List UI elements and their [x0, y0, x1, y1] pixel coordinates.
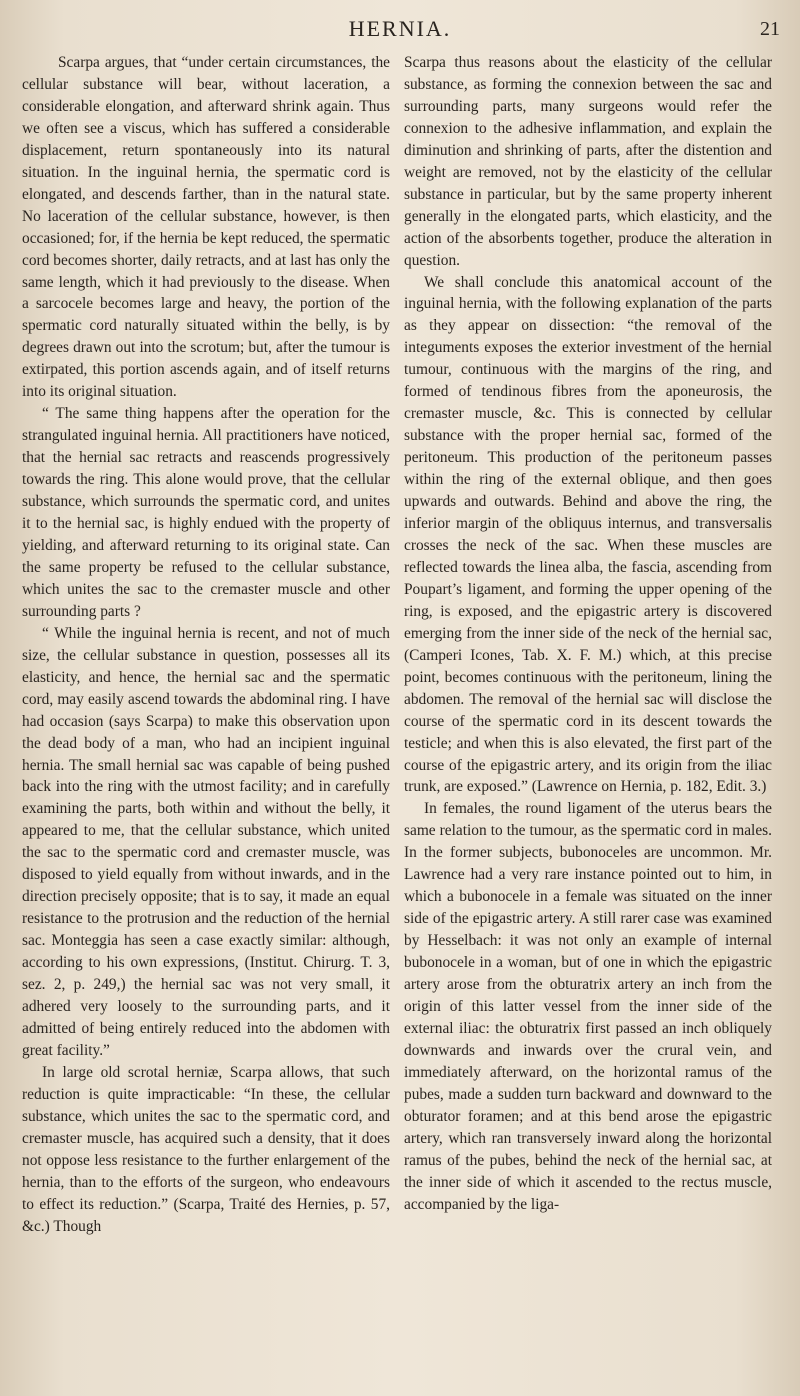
paragraph: In large old scrotal herniæ, Scarpa allows, that such reduction is quite impracticable: “In these, the cellular substance, which unites the sac to the spermatic cord, and cremaster muscle, has acquired such a density, that it does not oppose less resistance to the further enlargement of the hernia, than to the efforts of the surgeon, who endeavours to effect its reduction.” (Scarpa, Traité des Hernies, p. 57, &c.) Though — [22, 1063, 390, 1235]
paragraph: In females, the round ligament of the uterus bears the same relation to the tumour, as the spermatic cord in males. In the former subjects, bubonoceles are uncommon. Mr. Lawrence had a very rare instance pointed out to him, in which a bubonocele in a female was situated on the inner side of the epigastric artery. A still rarer case was examined by Hesselbach: it was not only an example of internal bubonocele in a woman, but of one in which the epigastric artery arose from the obturatrix artery an inch from the origin of this latter vessel from the inner side of the external iliac: the obturatrix first passed an inch obliquely downwards and inwards over the crural vein, and immediately afterward, on the horizontal ramus of the pubes, made a sudden turn backward and downward to the obturator foramen; and at this bend arose the epigastric artery, which ran transversely inward along the horizontal ramus of the pubes, behind the neck of the hernial sac, at the inner side of which it ascended to the rectus muscle, accompanied by the liga- — [404, 800, 772, 1213]
paragraph: Scarpa argues, that “under certain circumstances, the cellular substance will bear, without laceration, a considerable elongation, and afterward shrink again. Thus we often see a viscus, which has suffered a considerable displacement, return spontaneously into its natural situation. In the inguinal hernia, the spermatic cord is elongated, and descends farther, than in the natural state. No laceration of the cellular substance, however, is then occasioned; for, if the hernia be kept reduced, the spermatic cord becomes shorter, daily retracts, and at last has only the same length, which it had previously to the disease. When a sarcocele becomes large and heavy, the portion of the spermatic cord naturally situated within the belly, is by degrees drawn out into the scrotum; but, after the tumour is extirpated, this portion ascends again, and of itself returns into its original situation. — [22, 54, 390, 401]
paragraph: “ The same thing happens after the operation for the strangulated inguinal hernia. All practitioners have noticed, that the hernial sac retracts and reascends progressively towards the ring. This alone would prove, that the cellular substance, which surrounds the spermatic cord, and unites it to the hernial sac, is highly endued with the property of yielding, and afterward returning to its original state. Can the same property be refused to the cellular substance, which unites the sac to the cremaster muscle and other surrounding parts ? — [22, 405, 390, 620]
running-title: HERNIA. — [348, 16, 452, 41]
page-number: 21 — [760, 18, 780, 40]
paragraph: Scarpa thus reasons about the elasticity of the cellular substance, as forming the connexion between the sac and surrounding parts, many surgeons would refer the connexion to the adhesive inflammation, and explain the diminution and shrinking of parts, after the distention and weight are removed, not by the elasticity of the cellular substance in particular, but by the same property inherent generally in the elongated parts, which elasticity, and the action of the absorbents together, produce the alteration in question. — [404, 54, 772, 269]
right-column — [404, 52, 772, 1382]
page-header — [0, 16, 800, 46]
paragraph: We shall conclude this anatomical account of the inguinal hernia, with the following explanation of the parts as they appear on dissection: “the removal of the integuments exposes the exterior investment of the hernial tumour, continuous with the margins of the ring, and formed of tendinous fibres from the aponeurosis, the cremaster muscle, &c. This is connected by cellular substance with the proper hernial sac, formed of the peritoneum. This production of the peritoneum passes within the ring of the external oblique, and then goes upwards and outwards. Behind and above the ring, the inferior margin of the obliquus internus, and transversalis crosses the neck of the sac. When these muscles are reflected towards the linea alba, the fascia, ascending from Poupart’s ligament, and forming the upper opening of the ring, is exposed, and the epigastric artery is discovered emerging from the inner side of the neck of the hernial sac, (Camperi Icones, Tab. X. F. M.) which, at this precise point, becomes continuous with the peritoneum, lining the abdomen. The removal of the hernial sac will disclose the course of the spermatic cord in its descent towards the testicle; and when this is also elevated, the first part of the course of the epigastric artery, and its origin from the iliac trunk, are exposed.” (Lawrence on Hernia, p. 182, Edit. 3.) — [404, 273, 772, 796]
paragraph: “ While the inguinal hernia is recent, and not of much size, the cellular substance in question, possesses all its elasticity, and hence, the hernial sac and the spermatic cord, may easily ascend towards the abdominal ring. I have had occasion (says Scarpa) to make this observation upon the dead body of a man, who had an incipient inguinal hernia. The small hernial sac was capable of being pushed back into the ring with the utmost facility; and in carefully examining the parts, both within and without the belly, it appeared to me, that the cellular substance, which united the sac to the spermatic cord and cremaster muscle, was disposed to yield equally from without inwards, and in the direction precisely opposite; that is to say, it made an equal resistance to the protrusion and the reduction of the hernial sac. Monteggia has seen a case exactly similar: although, according to his own expressions, (Institut. Chirurg. T. 3, sez. 2, p. 249,) the hernial sac was not very small, it adhered very loosely to the surrounding parts, and it admitted of being entirely reduced into the abdomen with great facility.” — [22, 624, 390, 1059]
left-column — [22, 52, 390, 1382]
